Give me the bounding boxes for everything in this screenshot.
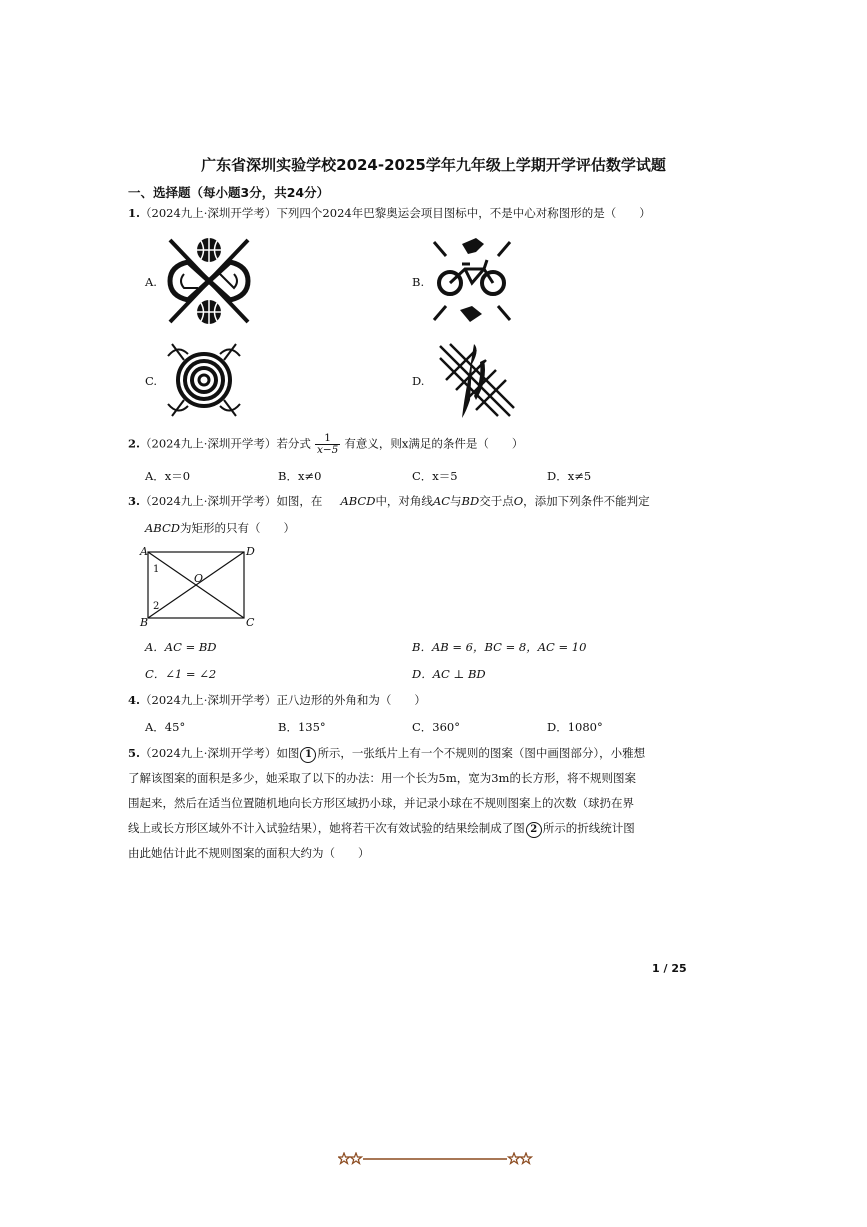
option-b-label: B.	[412, 275, 425, 289]
star-icon	[339, 1153, 350, 1164]
rectangle-diagram	[138, 542, 264, 630]
q2-option-a: A．x＝0	[145, 469, 191, 483]
star-icon	[521, 1153, 532, 1164]
question-1	[128, 205, 651, 221]
archery-target-pictogram-icon	[166, 340, 242, 420]
question-5	[128, 741, 688, 866]
q4-option-c: C．360°	[412, 720, 460, 734]
circled-number-1: 1	[300, 747, 316, 763]
vertex-d-label: D	[246, 545, 255, 558]
q4-option-a: A．45°	[145, 720, 186, 734]
option-a-label: A.	[145, 275, 157, 289]
vertex-a-label: A	[140, 545, 148, 558]
question-2	[128, 433, 523, 456]
fraction-denominator: x−5	[316, 444, 339, 456]
question-4	[128, 692, 426, 708]
question-5-line-1	[128, 741, 688, 766]
question-number: 2.	[128, 436, 141, 451]
center-o-label: O	[194, 572, 204, 585]
question-text: 与	[450, 494, 462, 508]
parallelogram-name: ABCD	[340, 494, 376, 508]
angle-2-label: 2	[153, 601, 160, 612]
star-icon	[351, 1153, 362, 1164]
question-text-post: 有意义，则x满足的条件是（ ）	[344, 436, 524, 451]
question-number: 3.	[128, 494, 141, 508]
question-text: 为矩形的只有（ ）	[180, 521, 295, 535]
question-5-line-3: 围起来，然后在适当位置随机地向长方形区域扔小球，并记录小球在不规则图案上的次数（球扔在界	[128, 796, 634, 810]
q3-option-b: B．AB = 6，BC = 8，AC = 10	[412, 640, 587, 654]
question-text: 交于点	[479, 494, 514, 508]
q3-option-a: A．AC = BD	[145, 640, 217, 654]
question-text: 中，对角线	[375, 494, 433, 508]
parallelogram-name: ABCD	[145, 521, 180, 535]
question-3-line-2	[145, 520, 295, 536]
cycling-pictogram-icon	[432, 236, 512, 326]
footer-ornament	[338, 1152, 533, 1166]
q2-option-b: B．x≠0	[278, 469, 322, 483]
question-text: 线上或长方形区域外不计入试验结果），她将若干次有效试验的结果绘制成了图	[128, 821, 525, 835]
question-text: ，添加下列条件不能判定	[523, 494, 650, 508]
star-icon	[509, 1153, 520, 1164]
circled-number-2: 2	[526, 822, 542, 838]
q2-option-d: D．x≠5	[547, 469, 592, 483]
question-source: （2024九上·深圳开学考）	[140, 206, 277, 220]
question-5-line-5: 由此她估计此不规则图案的面积大约为（ ）	[128, 846, 370, 860]
option-c-label: C.	[145, 374, 158, 388]
question-source: （2024九上·深圳开学考）	[140, 436, 277, 451]
question-text: 下列四个2024年巴黎奥运会项目图标中，不是中心对称图形的是（ ）	[276, 206, 651, 220]
fraction-numerator: 1	[315, 433, 340, 445]
question-5-line-4	[128, 816, 688, 841]
q3-option-c: C．∠1 = ∠2	[145, 667, 217, 681]
page-number: 1 / 25	[652, 962, 687, 975]
vertex-c-label: C	[246, 616, 255, 629]
diagonal-bd: BD	[461, 494, 480, 508]
question-number: 1.	[128, 206, 141, 220]
q2-option-c: C．x＝5	[412, 469, 458, 483]
question-text: 如图，在	[276, 494, 323, 508]
basketball-pictogram-icon	[166, 236, 252, 326]
question-text: 所示，一张纸片上有一个不规则的图案（图中画图部分），小雅想	[317, 746, 646, 760]
question-text: 如图	[276, 746, 300, 760]
option-d-label: D.	[412, 374, 425, 388]
question-source: （2024九上·深圳开学考）	[140, 494, 277, 508]
point-o: O	[513, 494, 524, 508]
question-3-line-1	[128, 493, 650, 509]
question-text-pre: 若分式	[276, 436, 311, 451]
fraction	[315, 433, 340, 456]
vertex-b-label: B	[140, 616, 149, 629]
q4-option-b: B．135°	[278, 720, 326, 734]
question-number: 4.	[128, 693, 141, 707]
angle-1-label: 1	[153, 564, 160, 575]
page-title: 广东省深圳实验学校2024-2025学年九年级上学期开学评估数学试题	[201, 156, 666, 174]
question-number: 5.	[128, 746, 141, 760]
question-source: （2024九上·深圳开学考）	[140, 746, 277, 760]
q4-option-d: D．1080°	[547, 720, 603, 734]
question-source: （2024九上·深圳开学考）	[140, 693, 277, 707]
question-text: 正八边形的外角和为（ ）	[276, 693, 426, 707]
question-5-line-2: 了解该图案的面积是多少，她采取了以下的办法：用一个长为5m，宽为3m的长方形，将不规则图案	[128, 771, 636, 785]
canoe-pictogram-icon	[436, 340, 516, 420]
section-heading: 一、选择题（每小题3分，共24分）	[128, 185, 330, 200]
diagonal-ac: AC	[432, 494, 451, 508]
question-text: 所示的折线统计图	[542, 821, 635, 835]
q3-option-d: D．AC ⊥ BD	[412, 667, 486, 681]
